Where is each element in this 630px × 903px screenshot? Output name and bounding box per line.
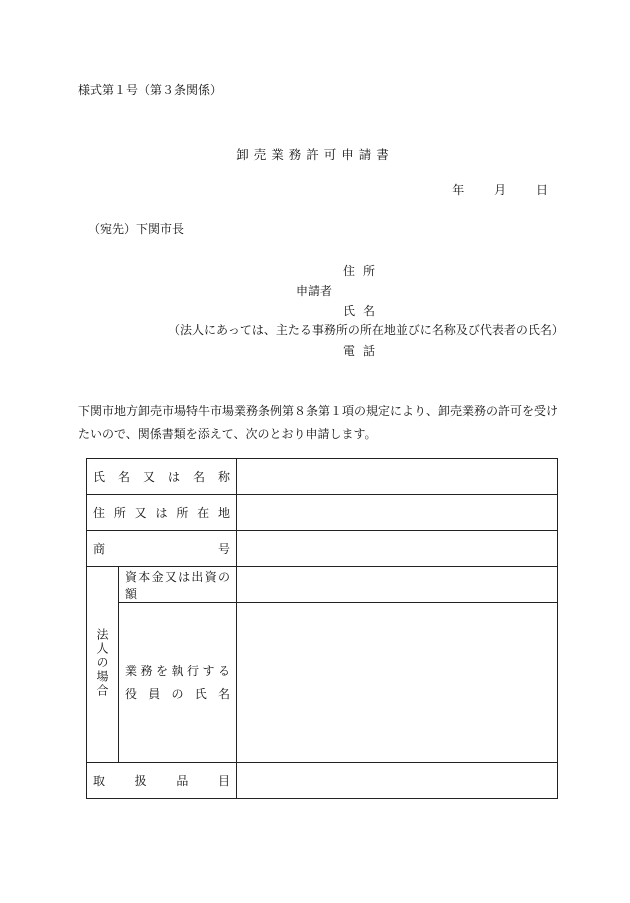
- items-label-cell: [87, 763, 237, 799]
- document-title: 卸売業務許可申請書: [236, 147, 394, 162]
- name-value-cell[interactable]: [237, 459, 558, 495]
- trade-name-label: 商号: [93, 542, 231, 556]
- applicant-label: 申請者: [296, 284, 333, 298]
- items-value-cell[interactable]: [237, 763, 558, 799]
- date-day-label: 日: [535, 183, 548, 197]
- table-row-items: [87, 763, 558, 799]
- table-row-capital: [87, 567, 558, 603]
- table-row-officers: [87, 603, 558, 763]
- application-statement: 下関市地方卸売市場特牛市場業務条例第８条第１項の規定により、卸売業務の許可を受けたいので、関係書類を添えて、次のとおり申請します。: [78, 404, 559, 441]
- address-label-cell: [87, 495, 237, 531]
- officers-value-cell[interactable]: [237, 603, 558, 763]
- officers-label-line1: 業務を執行する: [125, 663, 231, 678]
- date-year-label: 年: [452, 183, 465, 197]
- name-label-cell: [87, 459, 237, 495]
- addressee: （宛先）下関市長: [88, 222, 185, 236]
- corporate-label: 法人の場合: [95, 628, 109, 698]
- corporate-label-cell: [87, 567, 119, 763]
- officers-label-cell: [119, 603, 237, 763]
- trade-name-value-cell[interactable]: [237, 531, 558, 567]
- applicant-name-label: 氏名: [343, 304, 384, 318]
- trade-name-label-cell: [87, 531, 237, 567]
- applicant-address-label: 住所: [343, 264, 384, 278]
- table-row-address: [87, 495, 558, 531]
- table-row-name: [87, 459, 558, 495]
- corporate-note: （法人にあっては、主たる事務所の所在地並びに名称及び代表者の氏名）: [168, 323, 564, 337]
- capital-label: 資本金又は出資の額: [125, 569, 231, 601]
- items-label: 取扱品目: [93, 774, 231, 788]
- name-label: 氏名又は名称: [93, 470, 231, 484]
- application-table: [86, 458, 558, 799]
- capital-value-cell[interactable]: [237, 567, 558, 603]
- form-number: 様式第１号（第３条関係）: [78, 83, 223, 97]
- date-line: [426, 181, 548, 198]
- applicant-phone-label: 電話: [343, 344, 384, 358]
- table-row-trade-name: [87, 531, 558, 567]
- address-value-cell[interactable]: [237, 495, 558, 531]
- capital-label-cell: [119, 567, 237, 603]
- date-month-label: 月: [494, 183, 507, 197]
- officers-label-line2: 役員の氏名: [125, 686, 231, 701]
- address-label: 住所又は所在地: [93, 506, 231, 520]
